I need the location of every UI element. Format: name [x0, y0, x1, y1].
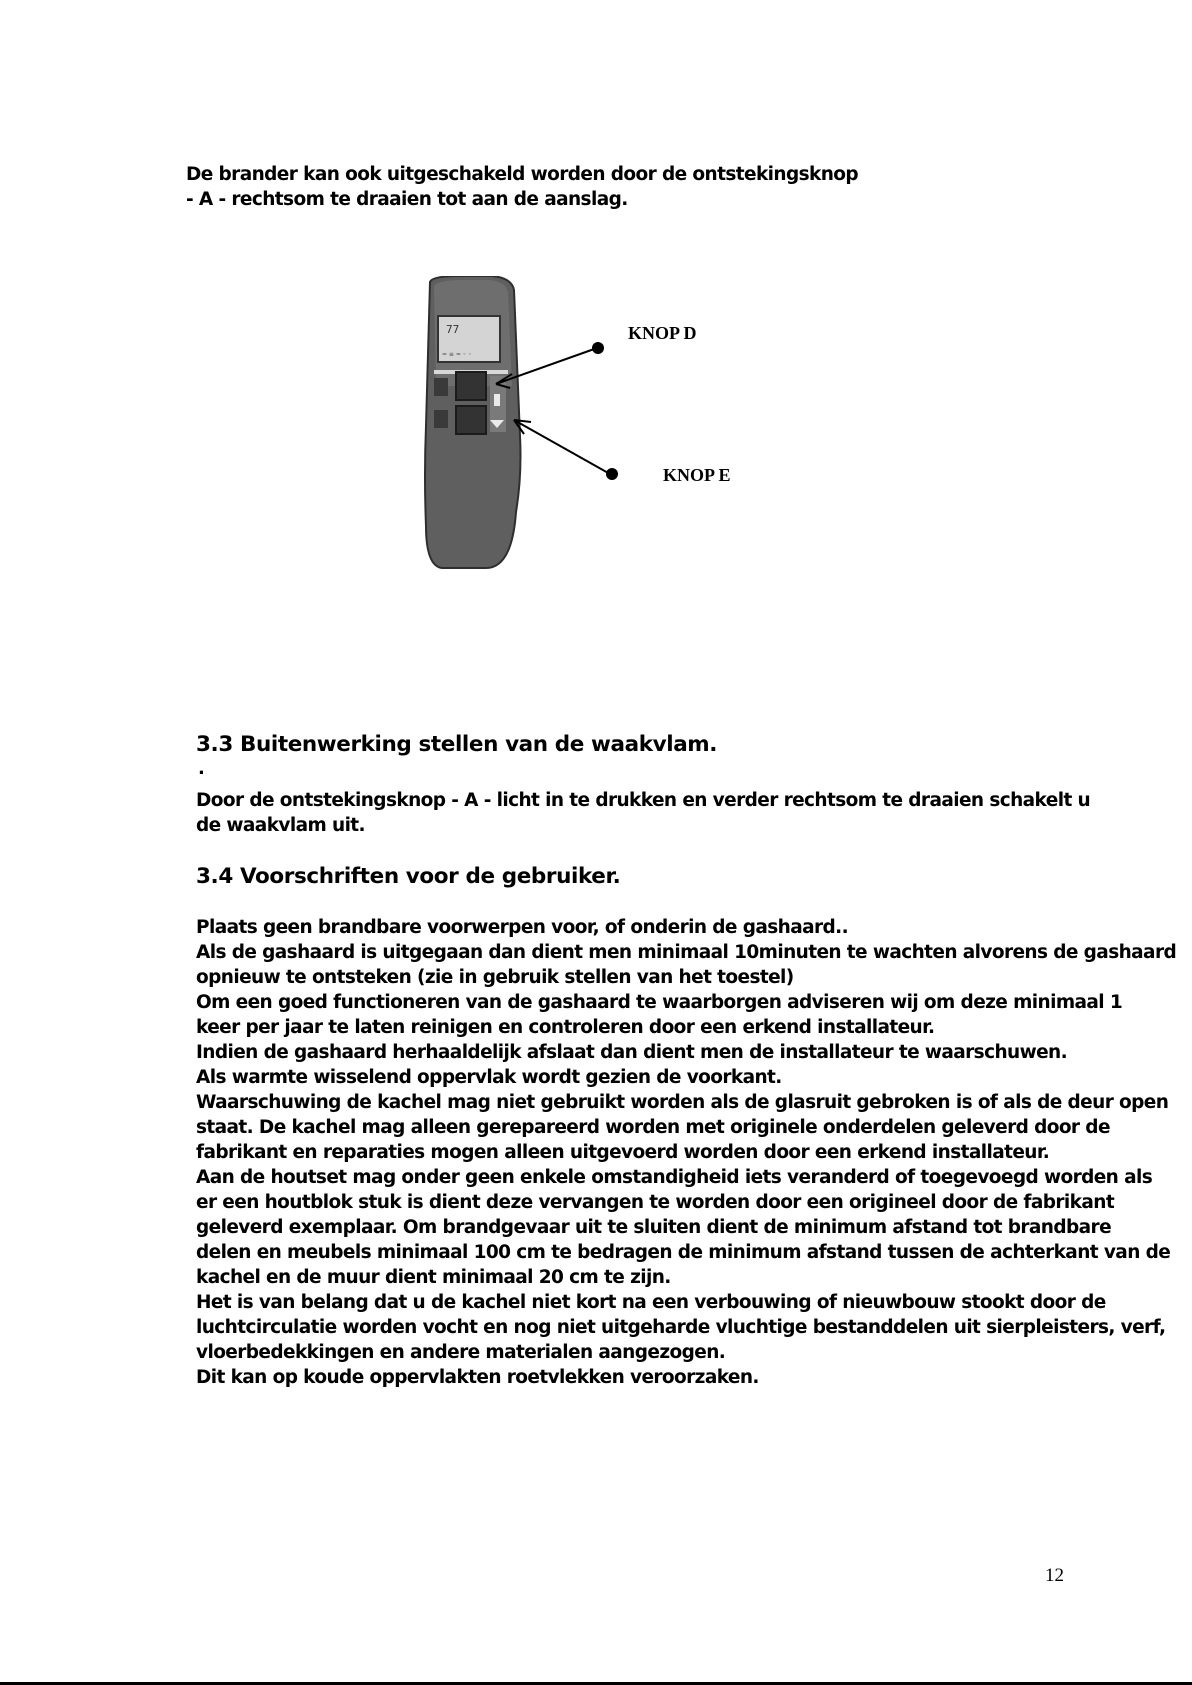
text-line: Als warmte wisselend oppervlak wordt gezien de voorkant. — [196, 1067, 782, 1088]
knop-e-pointer — [514, 420, 610, 474]
knop-e-button — [456, 406, 486, 434]
intro-paragraph — [186, 162, 1086, 212]
text-line: Om een goed functioneren van de gashaard te waarborgen adviseren wij om deze minimaal 1 — [196, 992, 1123, 1013]
text-line: opnieuw te ontsteken (zie in gebruik stellen van het toestel) — [196, 967, 794, 988]
text-line: luchtcirculatie worden vocht en nog niet uitgeharde vluchtige bestanddelen uit sierpleisters, verf, — [196, 1317, 1166, 1338]
text-line: delen en meubels minimaal 100 cm te bedragen de minimum afstand tussen de achterkant van de — [196, 1242, 1171, 1263]
section-3-3-heading: 3.3 Buitenwerking stellen van de waakvlam. — [196, 732, 718, 757]
knop-d-label: KNOP D — [628, 323, 697, 343]
text-line: Aan de houtset mag onder geen enkele omstandigheid iets veranderd of toegevoegd worden als — [196, 1167, 1153, 1188]
knop-d-button — [456, 372, 486, 400]
svg-text:= ≡ ≈ ◦ ◦: = ≡ ≈ ◦ ◦ — [442, 351, 472, 358]
intro-line: - A - rechtsom te draaien tot aan de aanslag. — [186, 189, 628, 210]
text-line: fabrikant en reparaties mogen alleen uitgevoerd worden door een erkend installateur. — [196, 1142, 1050, 1163]
text-line: er een houtblok stuk is dient deze vervangen te worden door een origineel door de fabrikant — [196, 1192, 1115, 1213]
text-line: vloerbedekkingen en andere materialen aangezogen. — [196, 1342, 726, 1363]
remote-control-figure — [420, 276, 760, 572]
page-number: 12 — [1045, 1565, 1064, 1586]
text-line: geleverd exemplaar. Om brandgevaar uit te sluiten dient de minimum afstand tot brandbare — [196, 1217, 1112, 1238]
text-line: Dit kan op koude oppervlakten roetvlekken veroorzaken. — [196, 1367, 759, 1388]
section-3-3-text: Door de ontstekingsknop - A - licht in te drukken en verder rechtsom te draaien schakelt u de waakvlam uit. — [196, 790, 1091, 836]
svg-text:77: 77 — [446, 323, 460, 336]
text-line: Waarschuwing de kachel mag niet gebruikt worden als de glasruit gebroken is of als de deur open — [196, 1092, 1169, 1113]
text-line: Als de gashaard is uitgegaan dan dient men minimaal 10minuten te wachten alvorens de gashaard — [196, 942, 1177, 963]
section-3-4-heading: 3.4 Voorschriften voor de gebruiker. — [196, 864, 621, 889]
knop-e-label: KNOP E — [663, 465, 731, 485]
text-line: Plaats geen brandbare voorwerpen voor, of onderin de gashaard.. — [196, 917, 849, 938]
bullet-dot: . — [198, 758, 205, 779]
intro-line: De brander kan ook uitgeschakeld worden door de ontstekingsknop — [186, 164, 859, 185]
text-line: Het is van belang dat u de kachel niet kort na een verbouwing of nieuwbouw stookt door de — [196, 1292, 1106, 1313]
text-line: staat. De kachel mag alleen gerepareerd worden met originele onderdelen geleverd door de — [196, 1117, 1110, 1138]
text-line: keer per jaar te laten reinigen en controleren door een erkend installateur. — [196, 1017, 935, 1038]
section-3-4-text — [196, 915, 1177, 1390]
text-line: Indien de gashaard herhaaldelijk afslaat dan dient men de installateur te waarschuwen. — [196, 1042, 1068, 1063]
text-line: kachel en de muur dient minimaal 20 cm te zijn. — [196, 1267, 671, 1288]
